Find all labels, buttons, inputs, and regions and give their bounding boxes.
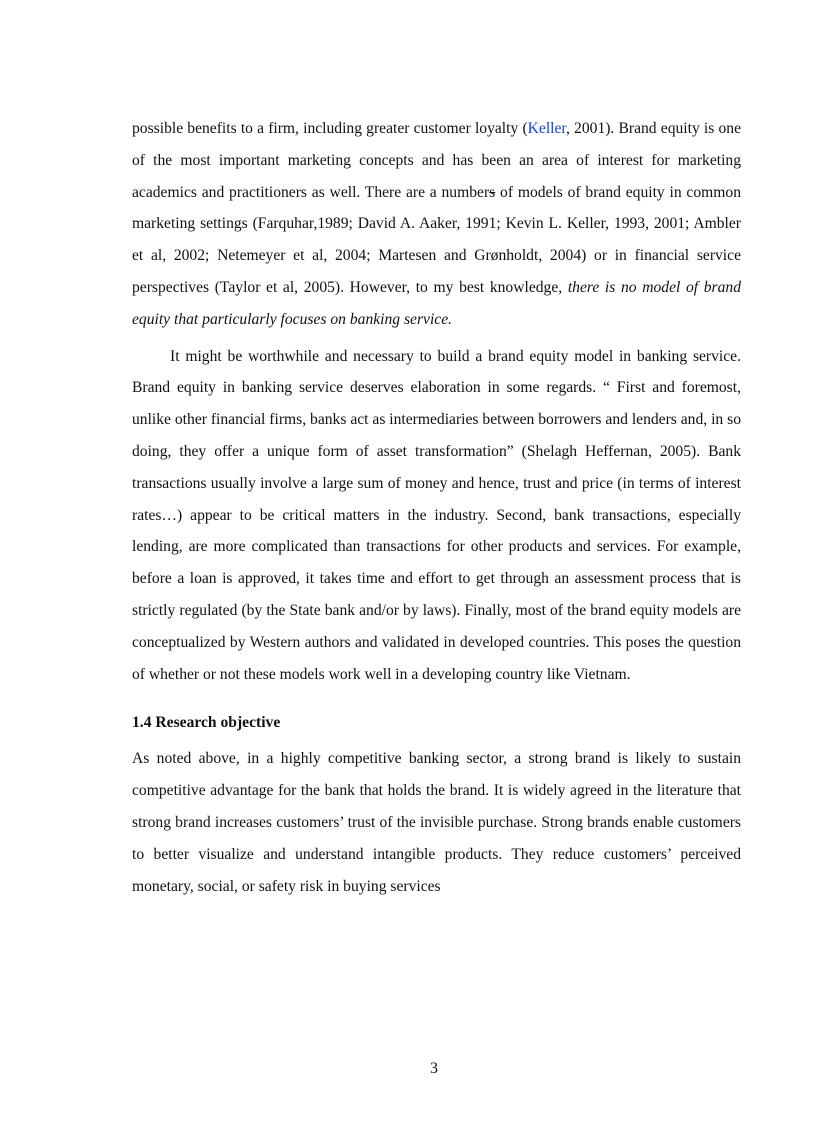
strikethrough-text: s (489, 183, 496, 201)
paragraph-text: of models of brand equity in common marketing settings (Farquhar,1989; David A. Aaker, 1991; Kevin L. Keller, 1993, 2001; Ambler et al, 2002; Netemeyer et al, 2004; Martesen and Grønholdt, 2004) or in financial service perspectives (Taylor et al, 2005). However, to my best knowledge, (132, 183, 742, 296)
paragraph-brand-equity-intro (132, 113, 741, 336)
italic-emphasis: there is no model of brand equity that particularly focuses on banking service. (132, 278, 741, 328)
document-body (132, 113, 741, 902)
paragraph-banking-service: It might be worthwhile and necessary to build a brand equity model in banking service. Brand equity in banking service deserves elaboration in some regards. “ First and foremost, unlike other financial firms, banks act as intermediaries between borrowers and lenders and, in so doing, they offer a unique form of asset transformation” (Shelagh Heffernan, 2005). Bank transactions usually involve a large sum of money and hence, trust and price (in terms of interest rates…) appear to be critical matters in the industry. Second, bank transactions, especially lending, are more complicated than transactions for other products and services. For example, before a loan is approved, it takes time and effort to get through an assessment process that is strictly regulated (by the State bank and/or by laws). Finally, most of the brand equity models are conceptualized by Western authors and validated in developed countries. This poses the question of whether or not these models work well in a developing country like Vietnam. (132, 347, 741, 683)
page-number: 3 (430, 1060, 438, 1077)
citation-link-keller[interactable]: Keller (527, 120, 566, 137)
paragraph-research-objective: As noted above, in a highly competitive banking sector, a strong brand is likely to sustain competitive advantage for the bank that holds the brand. It is widely agreed in the literature that strong brand increases customers’ trust of the invisible purchase. Strong brands enable customers to better visualize and understand intangible products. They reduce customers’ perceived monetary, social, or safety risk in buying services (132, 750, 741, 895)
paragraph-text: possible benefits to a firm, including greater customer loyalty ( (132, 120, 528, 137)
paragraph-text: , 2001). Brand equity is one of the most important marketing concepts and has been an area of interest for marketing academics and practitioners as well. There are a number (132, 120, 742, 201)
section-heading-research-objective: 1.4 Research objective (132, 714, 281, 732)
